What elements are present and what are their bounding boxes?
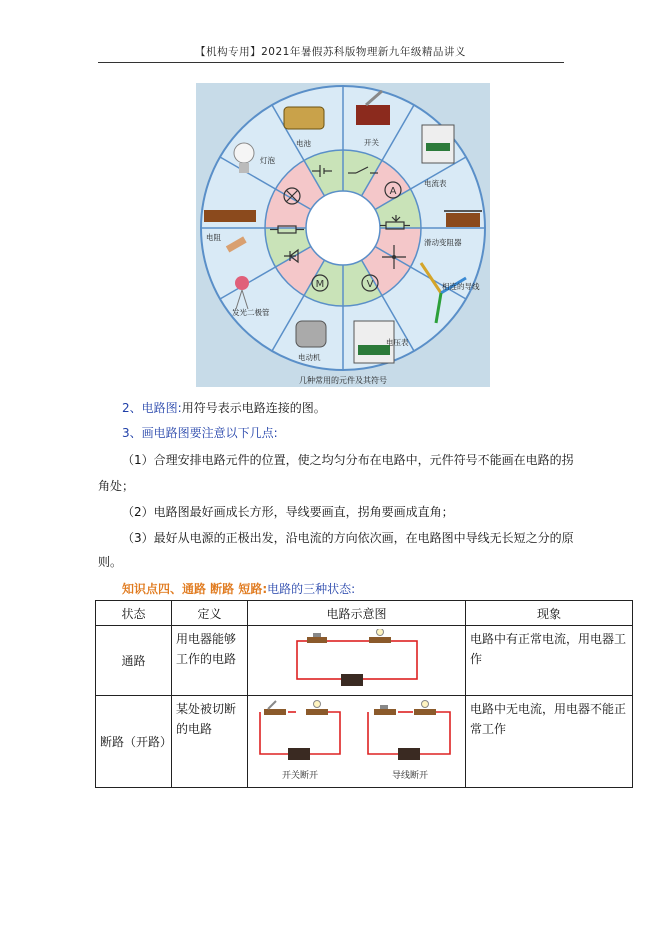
open-circuit-illustration — [248, 696, 465, 784]
component-wheel-figure — [196, 83, 490, 387]
label-resistor: 电阻 — [206, 233, 221, 242]
knowledge-point-4 — [122, 580, 355, 598]
definition-open-circuit: 某处被切断的电路 — [172, 696, 248, 788]
diagram-open-circuit — [248, 696, 466, 788]
table-row — [96, 696, 633, 788]
label-led: 发光二极管 — [232, 308, 270, 317]
item-3-label: 3、画电路图要注意以下几点: — [122, 426, 278, 440]
state-closed-circuit: 通路 — [96, 626, 172, 696]
header-state: 状态 — [96, 601, 172, 626]
phenomenon-open-circuit: 电路中无电流，用电器不能正常工作 — [466, 696, 633, 788]
ammeter-symbol-label: A — [389, 186, 397, 197]
phenomenon-closed-circuit: 电路中有正常电流，用电器工作 — [466, 626, 633, 696]
voltmeter-symbol-label: V — [366, 279, 374, 290]
label-connected-wires: 相连的导线 — [442, 282, 480, 291]
rule-3-line-2: 则。 — [98, 555, 123, 569]
item-2-label: 2、电路图: — [122, 401, 182, 415]
motor-symbol-label: M — [315, 279, 325, 290]
label-motor: 电动机 — [298, 353, 321, 362]
table-row — [96, 626, 633, 696]
rule-2: （2）电路图最好画成长方形，导线要画直，拐角要画成直角； — [122, 505, 454, 519]
item-2-text: 用符号表示电路连接的图。 — [181, 401, 326, 415]
caption-wire-broken: 导线断开 — [391, 771, 429, 781]
knowledge-label: 知识点四、通路 断路 短路: — [122, 582, 268, 596]
circuit-states-table — [95, 600, 633, 788]
header-definition: 定义 — [172, 601, 248, 626]
closed-circuit-illustration — [277, 629, 437, 689]
knowledge-text: 电路的三种状态: — [267, 582, 356, 596]
label-bulb: 灯泡 — [260, 156, 275, 165]
label-ammeter: 电流表 — [424, 179, 447, 188]
label-battery: 电池 — [296, 139, 311, 148]
label-voltmeter: 电压表 — [386, 338, 409, 347]
header-phenomenon: 现象 — [466, 601, 633, 626]
caption-switch-open: 开关断开 — [281, 771, 319, 781]
rule-3-line-1: （3）最好从电源的正极出发，沿电流的方向依次画，在电路图中导线无长短之分的原 — [122, 531, 574, 545]
header-diagram: 电路示意图 — [248, 601, 466, 626]
figure-caption: 几种常用的元件及其符号 — [299, 376, 387, 385]
definition-closed-circuit: 用电器能够工作的电路 — [172, 626, 248, 696]
header-rule — [98, 62, 564, 63]
rule-1-line-1: （1）合理安排电路元件的位置，使之均匀分布在电路中，元件符号不能画在电路的拐 — [122, 453, 574, 467]
rule-1-line-2: 角处； — [98, 479, 135, 493]
label-switch: 开关 — [364, 138, 379, 147]
item-2 — [122, 399, 326, 417]
diagram-closed-circuit — [248, 626, 466, 696]
page-header: 【机构专用】2021年暑假苏科版物理新九年级精品讲义 — [195, 46, 466, 58]
label-rheostat: 滑动变阻器 — [424, 238, 462, 247]
table-header-row — [96, 601, 633, 626]
state-open-circuit: 断路（开路） — [96, 696, 172, 788]
